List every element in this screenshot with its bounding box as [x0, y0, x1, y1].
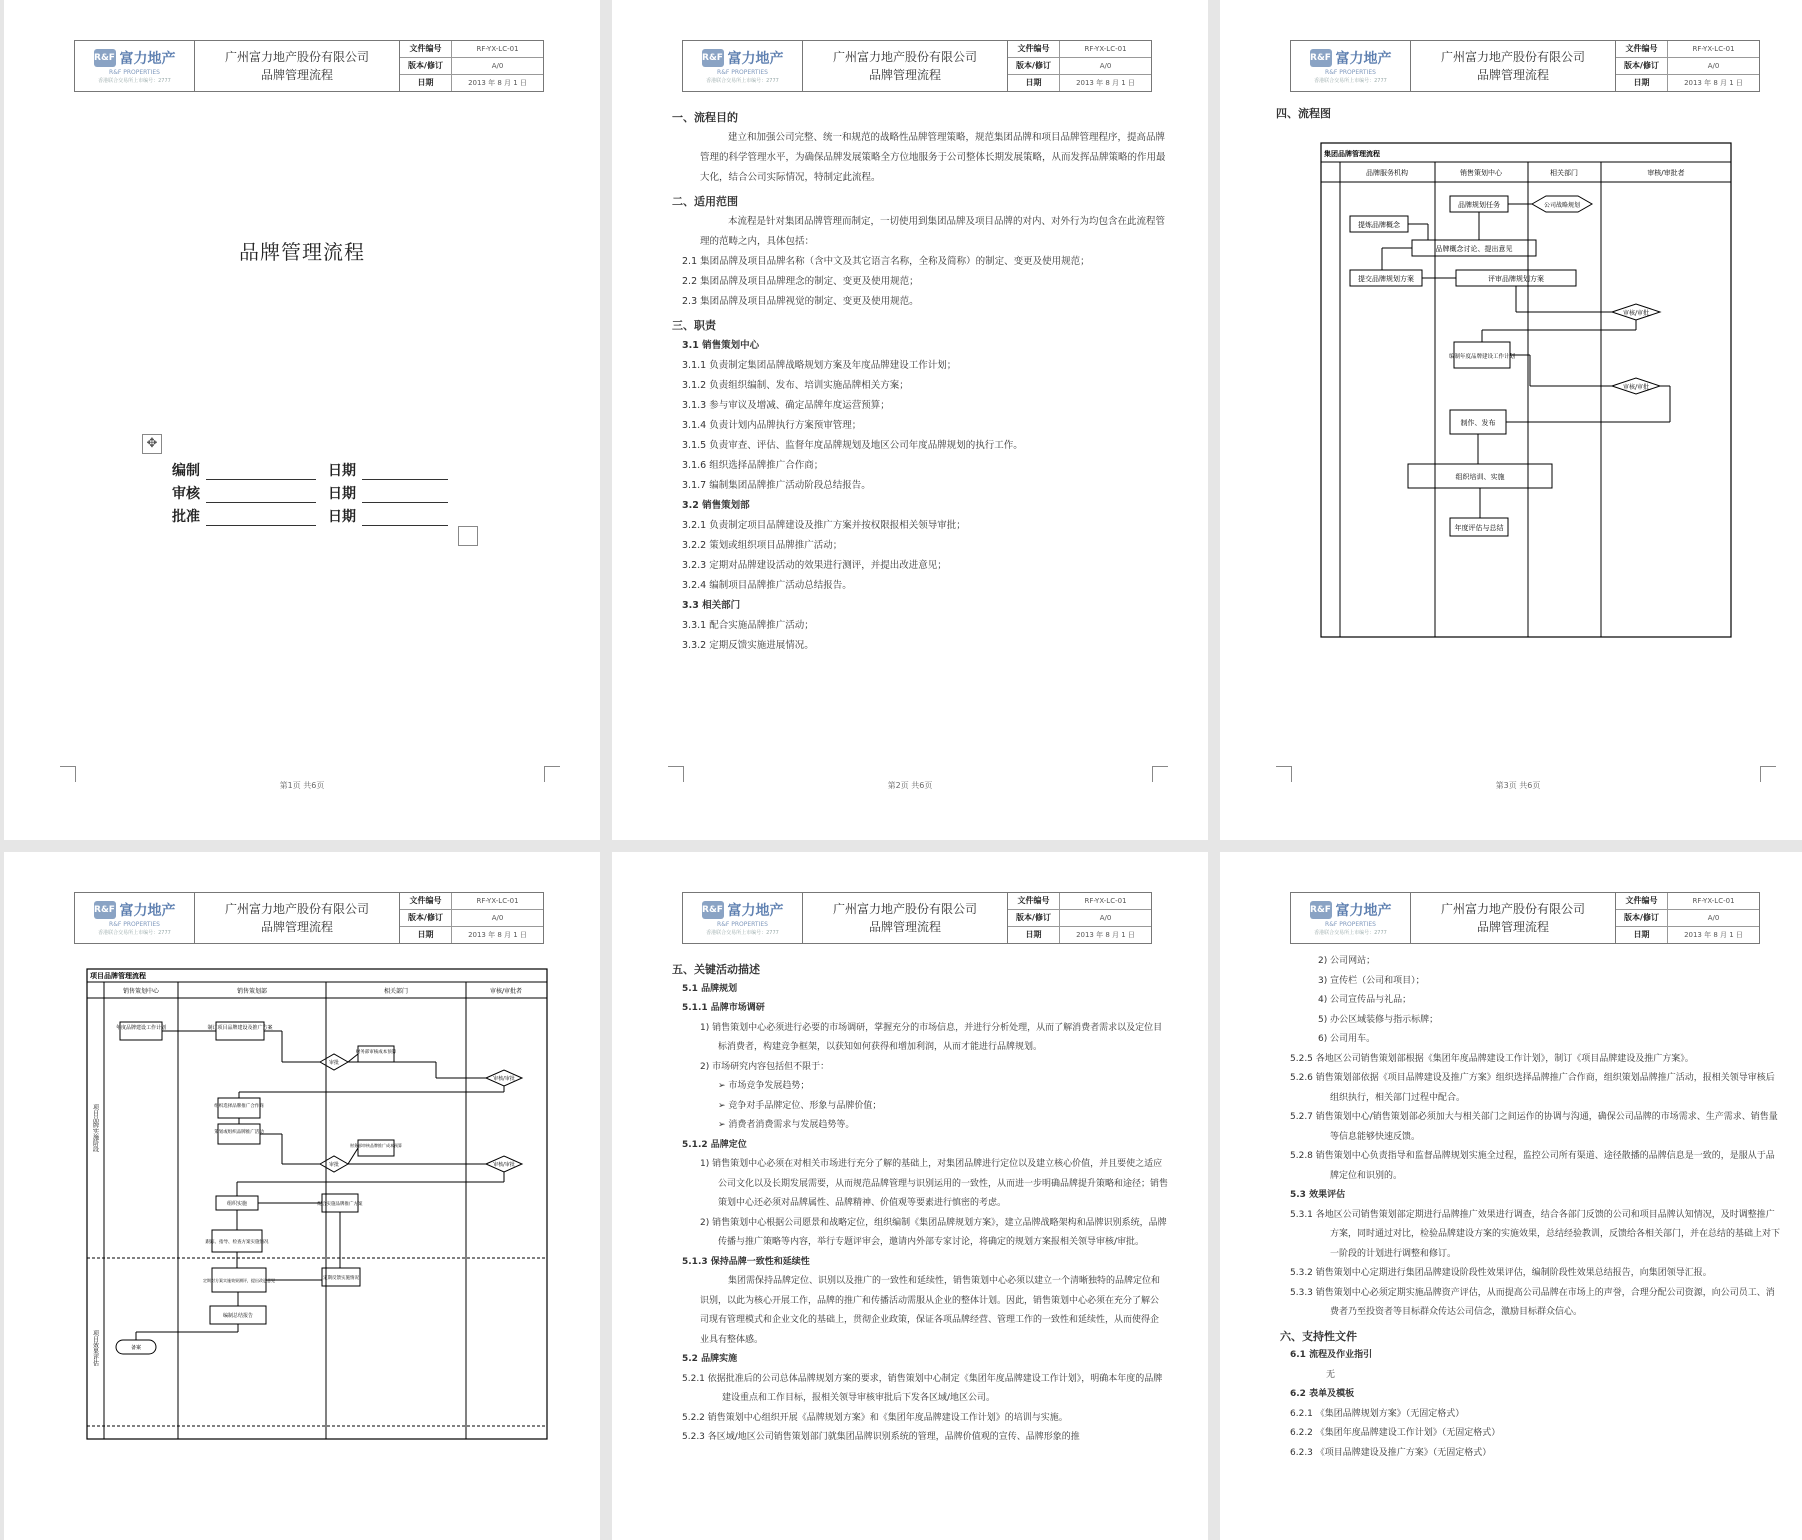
flow-node: 组织实施 [226, 1201, 248, 1207]
list-item: 6.2.1 《集团品牌规划方案》（无固定格式） [1290, 1408, 1465, 1419]
approver-field[interactable] [206, 510, 316, 526]
flow-node: 编制年度品牌建设工作计划 [1448, 354, 1516, 360]
doc-no-label: 文件编号 [1616, 893, 1668, 909]
version-label: 版本/修订 [1616, 58, 1668, 74]
logo-badge: R&F [94, 49, 116, 67]
date: 2013 年 8 月 1 日 [468, 931, 527, 939]
page-footer: 第2页 共6页 [887, 781, 933, 790]
flow-node: 组织选择品牌推广合作商 [214, 1104, 264, 1109]
logo-brand-sub: 香港联合交易所上市编号：2777 [1314, 930, 1387, 936]
flow-node: 配合实施品牌推广方案 [317, 1202, 363, 1207]
page-header [682, 40, 1152, 92]
list-item: 5.3.3 销售策划中心必须定期实施品牌资产评估，从而提高公司品牌在市场上的声誉，合理分配公司资源，向公司员工、消费者乃至投资者等目标群众传达公司信念，激励目标群众信心。 [1290, 1287, 1775, 1317]
flow-node: 品牌规划任务 [1458, 201, 1500, 209]
flow-node: 财务部审核品牌推广成本预算 [350, 1143, 402, 1148]
cover-title: 品牌管理流程 [239, 240, 365, 264]
chart-title: 集团品牌管理流程 [1324, 150, 1380, 158]
logo-badge: R&F [702, 901, 724, 919]
company-logo [1291, 41, 1411, 91]
group-brand-flowchart [1320, 142, 1732, 642]
page-footer: 第3页 共6页 [1495, 781, 1541, 790]
bullet-item: ➢ 市场竞争发展趋势； [718, 1081, 810, 1091]
doc-no: RF-YX-LC-01 [476, 45, 519, 53]
date-label: 日期 [1616, 75, 1668, 91]
logo-badge: R&F [94, 901, 116, 919]
section-3-3-title: 3.3 相关部门 [682, 600, 741, 611]
list-item: 6) 公司用车。 [1318, 1034, 1376, 1044]
flow-node: 财务部审核成本预算 [355, 1050, 397, 1055]
list-item: 5) 办公区域装修与指示标牌； [1318, 1014, 1439, 1025]
resize-handle-icon[interactable] [458, 526, 478, 546]
lane-label: 销售策划中心 [1460, 169, 1502, 177]
logo-brand-sub: 香港联合交易所上市编号：2777 [706, 930, 779, 936]
flow-node: 提炼品牌概念 [1358, 221, 1400, 229]
flow-node: 审核/审批 [493, 1076, 515, 1082]
doc-no-label: 文件编号 [400, 893, 452, 909]
logo-brand-en: R&F PROPERTIES [109, 921, 160, 928]
list-item: 2.3 集团品牌及项目品牌视觉的制定、变更及使用规范。 [682, 296, 919, 307]
logo-brand: 富力地产 [119, 903, 176, 919]
approver-date-label: 日期 [328, 509, 356, 525]
section-6-1-title: 6.1 流程及作业指引 [1290, 1350, 1373, 1360]
company-name: 广州富力地产股份有限公司 [1440, 902, 1585, 916]
flow-node: 编制总结报告 [222, 1313, 254, 1319]
version-label: 版本/修订 [400, 910, 452, 926]
paragraph: 1) 销售策划中心必须在对相关市场进行充分了解的基础上，对集团品牌进行定位以及建立核心价值，并且要使之适应公司文化以及长期发展需要，从而规范品牌管理与识别运用的一致性，从而进一步明确品牌提升策略和途径；销售策划中心还必须对品牌属性、品牌精神、价值观等要素进行慎密的考虑。 [700, 1159, 1169, 1208]
doc-title: 品牌管理流程 [868, 68, 941, 82]
section-5-1-3-title: 5.1.3 保持品牌一致性和延续性 [682, 1256, 810, 1267]
logo-brand-sub: 香港联合交易所上市编号：2777 [706, 78, 779, 84]
list-item: 3.1.7 编制集团品牌推广活动阶段总结报告。 [682, 480, 871, 491]
section-5-title: 五、关键活动描述 [672, 963, 760, 976]
list-item: 5.3.2 销售策划中心定期进行集团品牌建设阶段性效果评估，编制阶段性效果总结报告，向集团领导汇报。 [1290, 1268, 1712, 1278]
version: A/0 [491, 62, 504, 70]
company-logo [683, 41, 803, 91]
section-2-title: 二、适用范围 [672, 195, 738, 208]
page-1 [4, 0, 600, 840]
project-brand-flowchart [86, 968, 548, 1444]
date: 2013 年 8 月 1 日 [468, 79, 527, 87]
list-item: 3.1.2 负责组织编制、发布、培训实施品牌相关方案； [682, 380, 909, 391]
flow-node: 审核/审批 [1622, 310, 1650, 317]
list-item: 3.1.6 组织选择品牌推广合作商； [682, 460, 824, 471]
paragraph: 无 [1326, 1369, 1336, 1380]
version: A/0 [491, 914, 504, 922]
list-item: 6.2.3 《项目品牌建设及推广方案》（无固定格式） [1290, 1447, 1492, 1458]
page6-body [1280, 952, 1780, 1463]
flow-node: 审批 [328, 1060, 340, 1066]
list-item: 4) 公司宣传品与礼品； [1318, 995, 1412, 1005]
section-2-text: 本流程是针对集团品牌管理而制定，一切使用到集团品牌及项目品牌的对内、对外行为均包含在此流程管理的范畴之内，具体包括： [700, 216, 1166, 247]
flow-node: 评审品牌规划方案 [1488, 275, 1544, 283]
flow-node: 年度品牌建设工作计划 [115, 1025, 167, 1031]
list-item: 3.3.2 定期反馈实施进展情况。 [682, 640, 814, 651]
logo-brand-en: R&F PROPERTIES [109, 69, 160, 76]
flow-node: 制作、发布 [1460, 419, 1496, 427]
doc-no-label: 文件编号 [1008, 41, 1060, 57]
page-header [74, 40, 544, 92]
flow-node: 定期对方案实施效果测评，提出改进意见 [203, 1278, 275, 1283]
flow-node: 组织培训、实施 [1455, 473, 1505, 481]
date-label: 日期 [400, 75, 452, 91]
logo-brand-en: R&F PROPERTIES [717, 921, 768, 928]
section-3-2-title: 3.2 销售策划部 [682, 500, 750, 511]
date-label: 日期 [1008, 927, 1060, 943]
doc-no: RF-YX-LC-01 [1084, 45, 1127, 53]
doc-title: 品牌管理流程 [260, 68, 333, 82]
doc-no: RF-YX-LC-01 [1084, 897, 1127, 905]
logo-brand: 富力地产 [119, 51, 176, 67]
section-1-text: 建立和加强公司完整、统一和规范的战略性品牌管理策略，规范集团品牌和项目品牌管理程序，提高品牌管理的科学管理水平，为确保品牌发展策略全方位地服务于公司整体长期发展策略，从而发挥品牌策略的作用最大化，结合公司实际情况，特制定此流程。 [700, 132, 1166, 183]
list-item: 5.2.3 各区域/地区公司销售策划部门就集团品牌识别系统的管理，品牌价值观的宣传、品牌形象的推 [682, 1432, 1080, 1442]
section-5-2-title: 5.2 品牌实施 [682, 1354, 738, 1364]
doc-title: 品牌管理流程 [1476, 68, 1549, 82]
page5-body [672, 956, 1170, 1448]
section-3-1-title: 3.1 销售策划中心 [682, 340, 760, 351]
flow-node: 定期反馈实施情况 [323, 1276, 359, 1281]
version: A/0 [1099, 914, 1112, 922]
page3-body [1276, 100, 1331, 124]
company-name: 广州富力地产股份有限公司 [1440, 50, 1585, 64]
list-item: 3.2.2 策划或组织项目品牌推广活动； [682, 540, 843, 551]
flow-node: 制订项目品牌建设及推广方案 [207, 1025, 273, 1031]
list-item: 3.1.3 参与审议及增减、确定品牌年度运营预算； [682, 400, 890, 411]
company-logo [1291, 893, 1411, 943]
chart-title: 项目品牌管理流程 [90, 972, 146, 980]
editor-label: 编制 [172, 463, 200, 479]
page-4 [4, 852, 600, 1540]
page-header [1290, 892, 1760, 944]
company-name: 广州富力地产股份有限公司 [832, 50, 977, 64]
date: 2013 年 8 月 1 日 [1684, 931, 1743, 939]
list-item: 3.1.5 负责审查、评估、监督年度品牌规划及地区公司年度品牌规划的执行工作。 [682, 440, 1023, 451]
editor-field[interactable] [206, 464, 316, 480]
phase-label: 项目效果评估 [91, 1330, 99, 1366]
list-item: 3.2.4 编制项目品牌推广活动总结报告。 [682, 580, 852, 591]
doc-no-label: 文件编号 [400, 41, 452, 57]
logo-brand: 富力地产 [727, 903, 784, 919]
date: 2013 年 8 月 1 日 [1076, 931, 1135, 939]
version: A/0 [1707, 914, 1720, 922]
company-logo [75, 893, 195, 943]
logo-brand: 富力地产 [1335, 903, 1392, 919]
logo-brand-sub: 香港联合交易所上市编号：2777 [98, 930, 171, 936]
company-name: 广州富力地产股份有限公司 [224, 50, 369, 64]
sign-row-editor [172, 460, 448, 480]
version-label: 版本/修订 [1008, 910, 1060, 926]
doc-no: RF-YX-LC-01 [1692, 897, 1735, 905]
version-label: 版本/修订 [400, 58, 452, 74]
date: 2013 年 8 月 1 日 [1684, 79, 1743, 87]
logo-brand-en: R&F PROPERTIES [1325, 69, 1376, 76]
logo-brand-en: R&F PROPERTIES [1325, 921, 1376, 928]
page2-body [672, 104, 1172, 656]
list-item: 5.2.7 销售策划中心/销售策划部必须加大与相关部门之间运作的协调与沟通，确保公司品牌的市场需求、生产需求、销售量等信息能够快速反馈。 [1290, 1112, 1778, 1142]
date-label: 日期 [1008, 75, 1060, 91]
logo-brand-en: R&F PROPERTIES [717, 69, 768, 76]
list-item: 3.1.4 负责计划内品牌执行方案预审管理； [682, 420, 862, 431]
version-label: 版本/修订 [1008, 58, 1060, 74]
page-3 [1220, 0, 1802, 840]
page-footer: 第1页 共6页 [279, 781, 325, 790]
list-item: 3) 宣传栏（公司和项目）； [1318, 975, 1425, 986]
sign-row-approver [172, 506, 448, 526]
page-5 [612, 852, 1208, 1540]
logo-badge: R&F [702, 49, 724, 67]
page-header [1290, 40, 1760, 92]
editor-date-field[interactable] [362, 464, 448, 480]
list-item: 5.2.6 销售策划部依据《项目品牌建设及推广方案》组织选择品牌推广合作商，组织策划品牌推广活动，报相关领导审核后组织执行，相关部门过程中配合。 [1290, 1073, 1775, 1103]
lane-label: 相关部门 [1550, 169, 1578, 177]
section-6-2-title: 6.2 表单及模板 [1290, 1389, 1355, 1399]
flow-node: 审核/审批 [1622, 384, 1650, 391]
flow-node: 策划或组织品牌推广活动 [214, 1130, 264, 1135]
doc-no: RF-YX-LC-01 [1692, 45, 1735, 53]
flow-node: 年度评估与总结 [1454, 524, 1504, 532]
paragraph: 2) 市场研究内容包括但不限于： [700, 1061, 830, 1072]
logo-badge: R&F [1310, 49, 1332, 67]
list-item: 5.2.2 销售策划中心组织开展《品牌规划方案》和《集团年度品牌建设工作计划》的培训与实施。 [682, 1412, 1068, 1423]
page-header [74, 892, 544, 944]
flow-node: 公司战略规划 [1543, 202, 1581, 209]
lane-label: 审核/审批者 [1647, 169, 1685, 177]
section-5-1-1-title: 5.1.1 品牌市场调研 [682, 1003, 765, 1013]
approver-label: 批准 [172, 509, 200, 525]
list-item: 2) 公司网站； [1318, 956, 1376, 966]
section-4-title: 四、流程图 [1276, 107, 1331, 120]
logo-brand-sub: 香港联合交易所上市编号：2777 [1314, 78, 1387, 84]
doc-title: 品牌管理流程 [260, 920, 333, 934]
date: 2013 年 8 月 1 日 [1076, 79, 1135, 87]
flow-node: 跟踪、指导、检查方案实施情况 [205, 1240, 269, 1245]
phase-label: 项目品牌实施阶段 [91, 1104, 99, 1152]
company-logo [75, 41, 195, 91]
reviewer-date-label: 日期 [328, 486, 356, 502]
list-item: 5.2.1 依据批准后的公司总体品牌规划方案的要求，销售策划中心制定《集团年度品牌建设工作计划》，明确本年度的品牌建设重点和工作目标，报相关领导审核审批后下发各区域/地区公司。 [682, 1373, 1163, 1403]
flow-node: 审批 [328, 1162, 340, 1168]
company-name: 广州富力地产股份有限公司 [832, 902, 977, 916]
reviewer-label: 审核 [172, 486, 200, 502]
list-item: 5.2.8 销售策划中心负责指导和监督品牌规划实施全过程，监控公司所有渠道、途径散播的品牌信息是一致的，是服从于品牌定位和识别的。 [1290, 1151, 1775, 1181]
sign-row-reviewer [172, 483, 448, 503]
list-item: 5.2.5 各地区公司销售策划部根据《集团年度品牌建设工作计划》，制订《项目品牌建设及推广方案》。 [1290, 1053, 1694, 1064]
list-item: 3.1.1 负责制定集团品牌战略规划方案及年度品牌建设工作计划； [682, 360, 957, 371]
list-item: 6.2.2 《集团年度品牌建设工作计划》（无固定格式） [1290, 1428, 1501, 1438]
date-label: 日期 [1616, 927, 1668, 943]
section-3-title: 三、职责 [672, 319, 716, 332]
reviewer-field[interactable] [206, 487, 316, 503]
section-5-1-title: 5.1 品牌规划 [682, 983, 738, 994]
section-5-1-2-title: 5.1.2 品牌定位 [682, 1139, 747, 1150]
page-2 [612, 0, 1208, 840]
company-logo [683, 893, 803, 943]
version: A/0 [1099, 62, 1112, 70]
list-item: 3.2.1 负责制定项目品牌建设及推广方案并按权限报相关领导审批； [682, 520, 966, 531]
bullet-item: ➢ 消费者消费需求与发展趋势等。 [718, 1120, 855, 1130]
lane-label: 销售策划中心 [122, 988, 160, 995]
flow-node: 提交品牌规划方案 [1358, 275, 1414, 283]
logo-brand: 富力地产 [1335, 51, 1392, 67]
page-header [682, 892, 1152, 944]
flow-node: 备案 [130, 1345, 142, 1351]
list-item: 3.2.3 定期对品牌建设活动的效果进行测评，并提出改进意见； [682, 560, 947, 571]
flow-node: 品牌概念讨论、提出意见 [1435, 245, 1513, 253]
doc-no-label: 文件编号 [1616, 41, 1668, 57]
list-item: 3.3.1 配合实施品牌推广活动； [682, 620, 814, 631]
list-item: 5.3.1 各地区公司销售策划部定期进行品牌推广效果进行调查，结合各部门反馈的公司和项目品牌认知情况，及时调整推广方案，同时通过对比，检验品牌建设方案的实施效果，总结经验教训，反馈给各相关部门，并在总结的基础上对下一阶段的计划进行调整和修订。 [1290, 1209, 1781, 1259]
paragraph: 集团需保持品牌定位、识别以及推广的一致性和延续性，销售策划中心必须以建立一个清晰独特的品牌定位和识别，以此为核心开展工作，品牌的推广和传播活动需服从企业的整体计划。因此，销售策划中心必须在充分了解公司现有管理模式和企业文化的基础上，贯彻企业政策，保证各项品牌经营、管理工作的一致性和延续性，从而使得企业具有整体感。 [700, 1276, 1161, 1345]
flow-node: 审核/审批 [493, 1162, 515, 1168]
page-6 [1220, 852, 1802, 1540]
section-6-title: 六、支持性文件 [1280, 1329, 1357, 1343]
lane-label: 相关部门 [383, 988, 409, 995]
paragraph: 2) 销售策划中心根据公司愿景和战略定位，组织编制《集团品牌规划方案》，建立品牌战略架构和品牌识别系统，品牌传播与推广策略等内容，举行专题评审会，邀请内外部专家讨论，将确定的规划方案报相关领导审核/审批。 [700, 1217, 1167, 1247]
version-label: 版本/修订 [1616, 910, 1668, 926]
logo-brand-sub: 香港联合交易所上市编号：2777 [98, 78, 171, 84]
lane-label: 销售策划部 [236, 988, 268, 995]
logo-brand: 富力地产 [727, 51, 784, 67]
approver-date-field[interactable] [362, 510, 448, 526]
reviewer-date-field[interactable] [362, 487, 448, 503]
paragraph: 1) 销售策划中心必须进行必要的市场调研，掌握充分的市场信息，并进行分析处理，从而了解消费者需求以及定位目标消费者，构建竞争框架，以获知如何获得和增加利润，从而才能进行品牌规划。 [700, 1022, 1163, 1052]
doc-title: 品牌管理流程 [868, 920, 941, 934]
doc-no: RF-YX-LC-01 [476, 897, 519, 905]
section-1-title: 一、流程目的 [672, 111, 738, 124]
doc-title: 品牌管理流程 [1476, 920, 1549, 934]
list-item: 2.1 集团品牌及项目品牌名称（含中文及其它语言名称，全称及简称）的制定、变更及使用规范； [682, 256, 1090, 267]
lane-label: 审核/审批者 [489, 988, 523, 995]
section-5-3-title: 5.3 效果评估 [1290, 1190, 1346, 1200]
list-item: 2.2 集团品牌及项目品牌理念的制定、变更及使用规范； [682, 276, 919, 287]
editor-date-label: 日期 [328, 463, 356, 479]
version: A/0 [1707, 62, 1720, 70]
bullet-item: ➢ 竞争对手品牌定位、形象与品牌价值； [718, 1100, 882, 1111]
logo-badge: R&F [1310, 901, 1332, 919]
lane-label: 品牌服务机构 [1366, 169, 1408, 177]
move-handle-icon[interactable]: ✥ [142, 434, 162, 454]
company-name: 广州富力地产股份有限公司 [224, 902, 369, 916]
doc-no-label: 文件编号 [1008, 893, 1060, 909]
date-label: 日期 [400, 927, 452, 943]
